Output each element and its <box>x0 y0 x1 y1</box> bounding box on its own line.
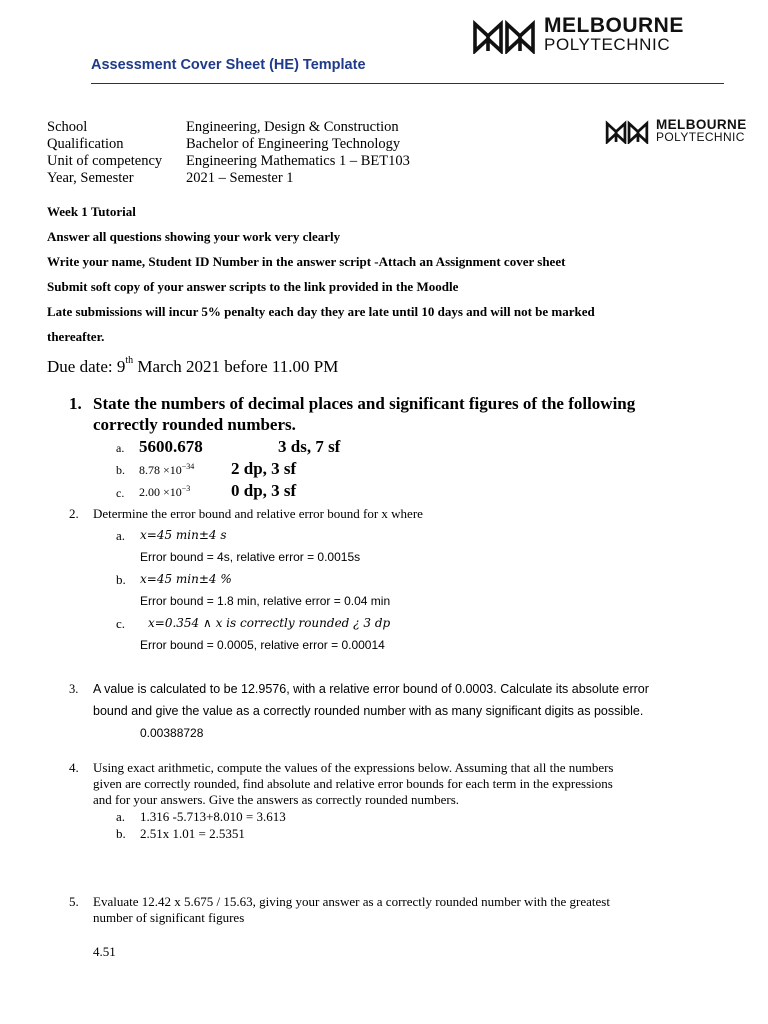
question-4-text: and for your answers. Give the answers as correctly rounded numbers. <box>93 792 460 807</box>
item-label: b. <box>116 463 125 477</box>
item-label: a. <box>116 441 125 455</box>
question-number: 2. <box>69 506 79 521</box>
info-key: Unit of competency <box>47 153 163 169</box>
info-key: School <box>47 119 88 135</box>
q1-item-value: $2.00 \times 10^{-3}$ <box>139 484 191 499</box>
q1-item-answer: 3 ds, 7 sf <box>278 437 341 456</box>
logo-line-2: POLYTECHNIC <box>544 35 671 54</box>
question-2-text: Determine the error bound and relative error bound for x where <box>93 506 423 521</box>
melbourne-polytechnic-logo-header <box>472 16 684 54</box>
item-label: c. <box>116 616 126 631</box>
info-key: Year, Semester <box>47 170 134 186</box>
question-number: 5. <box>69 894 79 909</box>
instruction-line: Write your name, Student ID Number in the answer script -Attach an Assignment cover sheet <box>47 254 566 269</box>
question-4-text: given are correctly rounded, find absolute and relative error bounds for each term in the expressions <box>93 776 613 791</box>
q4-item: 1.316 -5.713+8.010 = 3.613 <box>140 809 286 824</box>
q2-item-answer: Error bound = 0.0005, relative error = 0.00014 <box>140 638 385 652</box>
q2-item-expression: x=45 min±4 s <box>140 528 227 542</box>
logo-mark-icon <box>472 16 536 54</box>
question-number: 4. <box>69 760 79 775</box>
info-value: 2021 – Semester 1 <box>186 170 294 186</box>
question-5-answer: 4.51 <box>93 944 116 959</box>
question-4-text: Using exact arithmetic, compute the values of the expressions below. Assuming that all the numbers <box>93 760 614 775</box>
question-3-answer: 0.00388728 <box>140 726 204 740</box>
due-date: Due date: 9th March 2021 before 11.00 PM <box>47 355 339 376</box>
logo-line-1: MELBOURNE <box>544 14 684 37</box>
instruction-line: Late submissions will incur 5% penalty each day they are late until 10 days and will not be marked <box>47 304 595 319</box>
logo-mark-icon <box>604 118 650 144</box>
q4-item: 2.51x 1.01 = 2.5351 <box>140 826 245 841</box>
question-1-text: State the numbers of decimal places and significant figures of the following <box>93 394 636 413</box>
info-value: Engineering Mathematics 1 – BET103 <box>186 153 410 169</box>
item-label: a. <box>116 528 126 543</box>
melbourne-polytechnic-logo-body <box>604 118 747 144</box>
q1-item-value: $8.78 \times 10^{-34}$ <box>139 462 195 477</box>
q1-item-answer: 2 dp, 3 sf <box>231 459 297 478</box>
info-key: Qualification <box>47 136 124 152</box>
info-value: Engineering, Design & Construction <box>186 119 399 135</box>
instruction-line: Answer all questions showing your work very clearly <box>47 229 341 244</box>
logo-line-1: MELBOURNE <box>656 117 747 132</box>
item-label: b. <box>116 572 126 587</box>
item-label: c. <box>116 486 125 500</box>
item-label: a. <box>116 809 126 824</box>
question-1-text: correctly rounded numbers. <box>93 415 296 434</box>
tutorial-heading: Week 1 Tutorial <box>47 204 136 219</box>
item-label: b. <box>116 826 126 841</box>
info-value: Bachelor of Engineering Technology <box>186 136 401 152</box>
document-title: Assessment Cover Sheet (HE) Template <box>91 57 366 73</box>
q2-item-answer: Error bound = 1.8 min, relative error = 0.04 min <box>140 594 391 608</box>
question-5-text: Evaluate 12.42 x 5.675 / 15.63, giving your answer as a correctly rounded number with the greatest <box>93 894 610 909</box>
question-3-text: bound and give the value as a correctly rounded number with as many significant digits as possible. <box>93 704 644 718</box>
instruction-line: Submit soft copy of your answer scripts to the link provided in the Moodle <box>47 279 459 294</box>
question-5-text: number of significant figures <box>93 910 245 925</box>
question-number: 1. <box>69 394 82 413</box>
q2-item-expression: x=0.354 ∧ x is correctly rounded ¿ 3 dp <box>148 616 391 630</box>
q2-item-expression: x=45 min±4 % <box>140 572 232 586</box>
q2-item-answer: Error bound = 4s, relative error = 0.0015s <box>140 550 361 564</box>
question-3-text: A value is calculated to be 12.9576, with a relative error bound of 0.0003. Calculate its absolute error <box>93 682 649 696</box>
q1-item-answer: 0 dp, 3 sf <box>231 481 297 500</box>
q1-item-value: 5600.678 <box>139 437 203 456</box>
question-number: 3. <box>69 682 79 696</box>
logo-line-2: POLYTECHNIC <box>656 130 745 144</box>
header-divider <box>91 83 724 84</box>
instruction-line: thereafter. <box>47 329 105 344</box>
